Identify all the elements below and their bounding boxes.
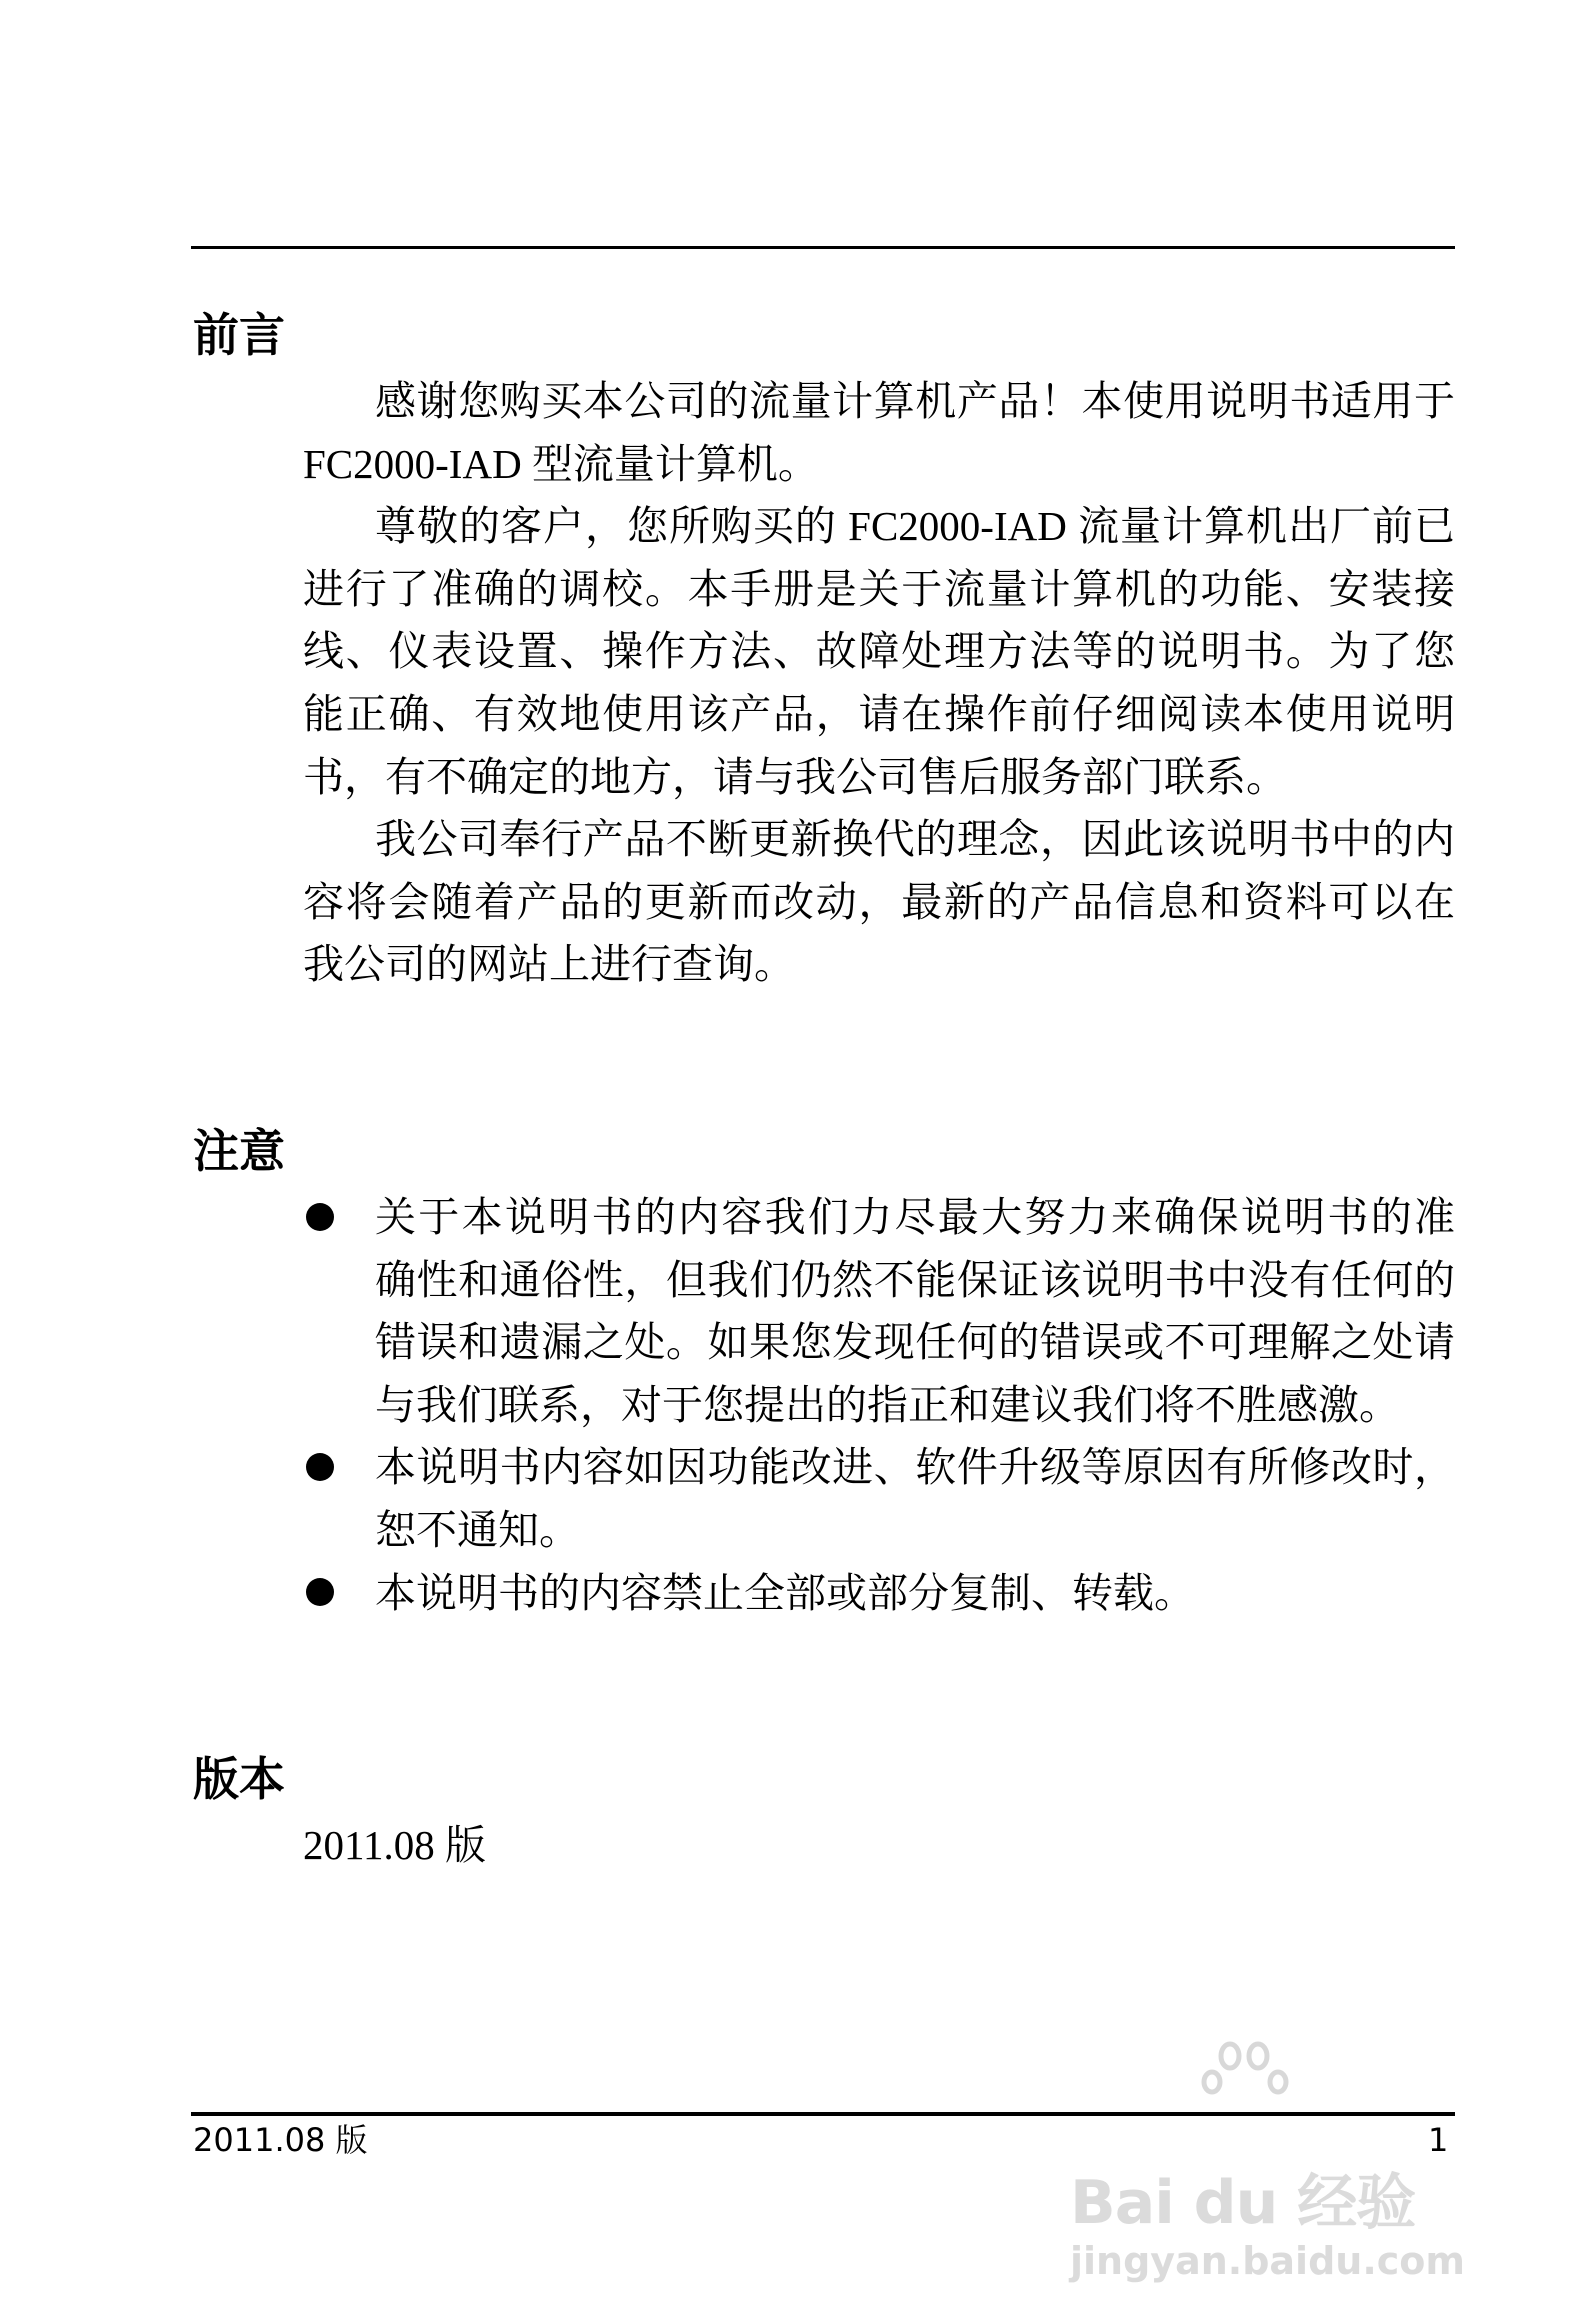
text-line: 关于本说明书的内容我们力尽最大努力来确保说明书的准: [375, 1194, 1455, 1240]
text-line: 容将会随着产品的更新而改动，最新的产品信息和资料可以在: [303, 878, 1455, 925]
version-heading: 版本: [193, 1754, 285, 1805]
watermark-logo: Bai du 经验: [1070, 2168, 1416, 2238]
text-line: 能正确、有效地使用该产品，请在操作前仔细阅读本使用说明: [303, 690, 1455, 737]
footer-version: 2011.08 版: [193, 2121, 368, 2159]
text-line: 我公司奉行产品不断更新换代的理念，因此该说明书中的内: [375, 816, 1455, 863]
bullet-icon: [306, 1453, 334, 1481]
text-line: 错误和遗漏之处。如果您发现任何的错误或不可理解之处请: [375, 1319, 1455, 1366]
baidu-watermark: [1070, 2168, 1510, 2284]
paw-icon: [1200, 2040, 1290, 2110]
text-line: 本说明书的内容禁止全部或部分复制、转载。: [375, 1569, 1195, 1616]
header-rule: [191, 246, 1455, 249]
text-line: 感谢您购买本公司的流量计算机产品！本使用说明书适用于: [375, 378, 1455, 424]
bullet-icon: [306, 1578, 334, 1606]
notice-list: [375, 1186, 1455, 1624]
text-line: 与我们联系，对于您提出的指正和建议我们将不胜感激。: [375, 1381, 1400, 1428]
watermark-url: jingyan.baidu.com: [1070, 2239, 1465, 2283]
text-line: 确性和通俗性，但我们仍然不能保证该说明书中没有任何的: [375, 1256, 1455, 1303]
footer-rule: [191, 2112, 1455, 2116]
text-line: 线、仪表设置、操作方法、故障处理方法等的说明书。为了您: [303, 628, 1455, 675]
preface-body: [303, 370, 1455, 996]
text-line: 我公司的网站上进行查询。: [303, 941, 795, 988]
text-line: FC2000-IAD 型流量计算机。: [303, 440, 819, 487]
text-line: 书，有不确定的地方，请与我公司售后服务部门联系。: [303, 753, 1287, 800]
text-line: 尊敬的客户，您所购买的 FC2000-IAD 流量计算机出厂前已: [375, 503, 1455, 550]
text-line: 恕不通知。: [375, 1506, 580, 1553]
version-text: 2011.08 版: [303, 1822, 486, 1868]
notice-heading: 注意: [193, 1126, 285, 1177]
page-number: 1: [1428, 2121, 1449, 2159]
text-line: 进行了准确的调校。本手册是关于流量计算机的功能、安装接: [303, 565, 1455, 612]
text-line: 本说明书内容如因功能改进、软件升级等原因有所修改时，: [375, 1444, 1455, 1491]
preface-heading: 前言: [193, 310, 285, 361]
bullet-icon: [306, 1203, 334, 1231]
